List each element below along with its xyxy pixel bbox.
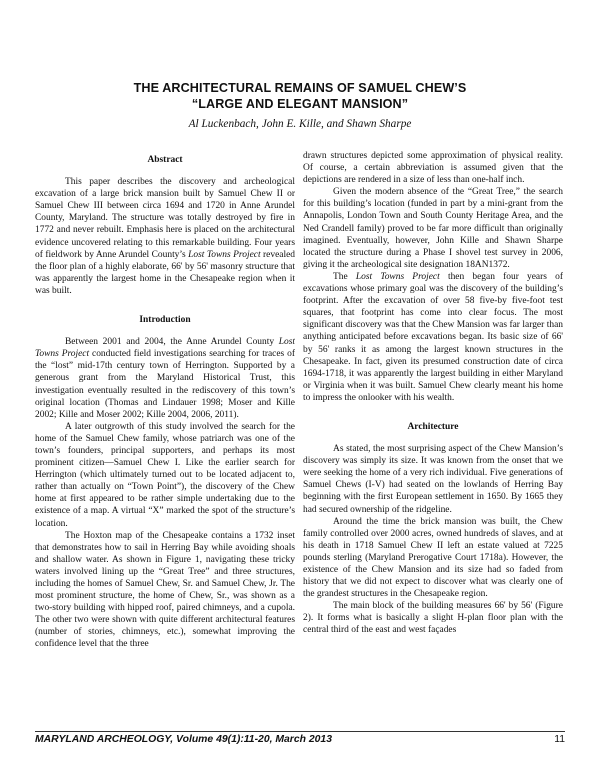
- introduction-heading: Introduction: [139, 315, 191, 326]
- abstract-heading: Abstract: [147, 155, 183, 165]
- article-title: [40, 80, 560, 112]
- architecture-paragraph-2: Around the time the brick mansion was built, the Chew family controlled over 2000 acres, owned hundreds of slaves, and at his death in 1718 Samuel Chew II left an estate valued at 7225 pounds sterling (Maryland Prerogative Court 1718a). However, the existence of the Chew Mansion and its size had so faded from history that we did not expect to discover what was clearly one of the grandest structures in the Chesapeake region.: [303, 516, 563, 600]
- journal-citation: MARYLAND ARCHEOLOGY, Volume 49(1):11-20, March 2013: [35, 734, 332, 745]
- footer-rule: [35, 731, 565, 732]
- authors: Al Luckenbach, John E. Kille, and Shawn Sharpe: [188, 118, 412, 130]
- title-line-2: “LARGE AND ELEGANT MANSION”: [191, 97, 409, 111]
- architecture-paragraph-1: As stated, the most surprising aspect of the Chew Mansion’s discovery was simply its size. It was known from the onset that we were seeking the home of a very rich individual. Five generations of Samuel Chews (I-V) had seated on the lowlands of Herring Bay beginning with the first European settlement in 1650. By 1665 they had secured ownership of the ridgeline.: [303, 444, 563, 515]
- left-column: [35, 150, 295, 704]
- intro-paragraph-1: Between 2001 and 2004, the Anne Arundel County Lost Towns Project conducted field investigations searching for traces of the “lost” mid-17th century town of Herrington. Supported by a generous grant from the Maryland Historical Trust, this investigation eventually resulted in the rediscovery of this town’s original location (Thomas and Lindauer 1998; Moser and Kille 2002; Kille and Moser 2002; Kille 2004, 2006, 2011).: [35, 337, 295, 420]
- intro-paragraph-3: The Hoxton map of the Chesapeake contains a 1732 inset that demonstrates how to sail in Herring Bay while avoiding shoals and shallow water. As shown in Figure 1, navigating these tricky waters involved lining up the “Great Tree” and three structures, including the homes of Samuel Chew, Sr. and Samuel Chew, Jr. The most prominent structure, the home of Chew, Sr., was shown as a two-story building with hipped roof, paired chimneys, and a cupola. The other two were shown with quite different architectural features (number of stories, chimneys, etc.), somewhat improving the confidence level that the three: [35, 530, 295, 650]
- title-line-1: THE ARCHITECTURAL REMAINS OF SAMUEL CHEW’S: [133, 81, 467, 95]
- page-number: 11: [554, 734, 565, 745]
- right-column: [303, 150, 563, 704]
- intro-paragraph-6: The Lost Towns Project then began four years of excavations whose primary goal was the discovery of the building’s footprint. After the excavation of over 58 five-by five-foot test squares, that footprint has come into clear focus. The most significant discovery was that the Chew Mansion was far larger than anything anticipated before excavations began. Its basic size of 66' by 56' ranks it as among the largest known structures in the Chesapeake. In fact, given its presumed construction date of circa 1694-1718, it was apparently the largest building in either Maryland or Virginia when it was built. Samuel Chew clearly meant his home to impress the onlooker with his wealth.: [303, 271, 563, 403]
- intro-paragraph-4: drawn structures depicted some approximation of physical reality. Of course, a certain abbreviation is assumed given that the depictions are rendered in a size of less than one-half inch.: [303, 151, 563, 186]
- architecture-paragraph-3: The main block of the building measures 66' by 56' (Figure 2). It forms what is basically a slight H-plan floor plan with the central third of the east and west façades: [303, 601, 563, 636]
- intro-paragraph-5: Given the modern absence of the “Great Tree,” the search for this building’s location (funded in part by a mini-grant from the Annapolis, London Town and South County Heritage Area, and the Ned Crandell family) proved to be far more difficult than originally imagined. Eventually, however, John Kille and Shawn Sharpe located the structure during a Phase I shovel test survey in 2006, giving it the archeological site designation 18AN1372.: [303, 187, 563, 270]
- intro-paragraph-2: A later outgrowth of this study involved the search for the home of the Samuel Chew family, whose patriarch was one of the town’s founders, principal supporters, and perhaps its most prominent citizen—Samuel Chew I. Like the earlier search for Herrington (which ultimately turned out to be located adjacent to, rather than actually on “Town Point”), the discovery of the Chew home at first appeared to be rather simple undertaking due to the existence of a map. A virtual “X” marked the spot of the structure’s location.: [35, 421, 295, 529]
- abstract-paragraph: This paper describes the discovery and archeological excavation of a large brick mansion built by Samuel Chew II or Samuel Chew III between circa 1694 and 1720 in Anne Arundel County, Maryland. The structure was totally destroyed by fire in 1772 and never rebuilt. Emphasis here is placed on the architectural evidence uncovered relating to this remarkable building. Four years of fieldwork by Anne Arundel County’s Lost Towns Project revealed the floor plan of a highly elaborate, 66' by 56' masonry structure that was apparently the largest home in the Chesapeake region when it was built.: [35, 177, 295, 296]
- architecture-heading: Architecture: [407, 421, 459, 432]
